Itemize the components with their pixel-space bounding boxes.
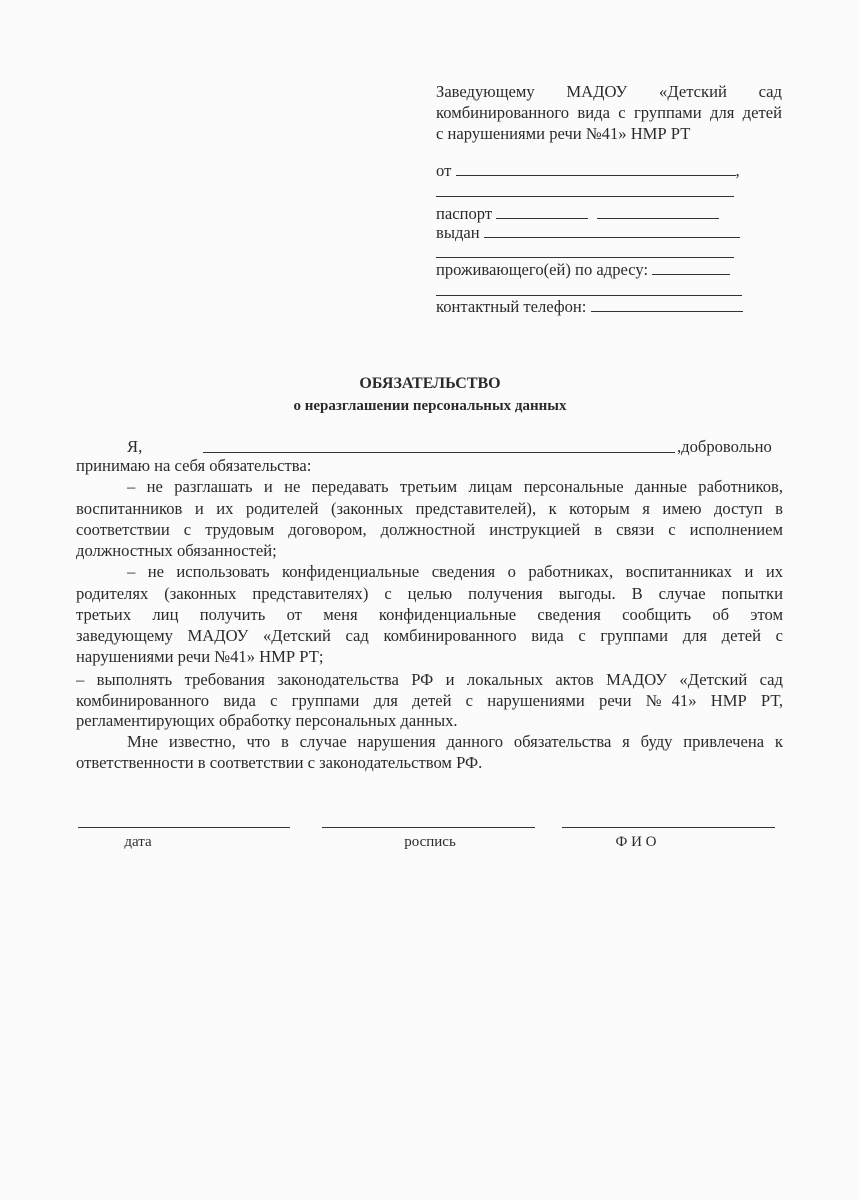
phone-blank[interactable] — [591, 297, 743, 312]
body-line: воспитанников и их родителей (законных представителей), к которым я имею доступ в — [76, 499, 783, 518]
intro-end: ,добровольно — [677, 437, 772, 456]
from-blank[interactable] — [456, 161, 736, 176]
address-blank[interactable] — [652, 260, 730, 275]
body-line: третьих лиц получить от меня конфиденциальные сведения сообщить об этом — [76, 605, 783, 624]
addressee-line: с нарушениями речи №41» НМР РТ — [436, 124, 691, 143]
body-line: заведующему МАДОУ «Детский сад комбинированного вида с группами для детей с — [76, 626, 783, 645]
from-blank-line-2[interactable] — [436, 196, 734, 197]
issued-blank-line-2[interactable] — [436, 257, 734, 258]
body-line: соответствии с трудовым договором, должностной инструкцией в связи с исполнением — [76, 520, 783, 539]
issued-field[interactable] — [436, 223, 740, 243]
passport-field[interactable] — [436, 204, 719, 224]
document-subtitle: о неразглашении персональных данных — [293, 398, 567, 414]
issued-label: выдан — [436, 223, 480, 242]
issued-blank[interactable] — [484, 223, 740, 238]
body-line: – не разглашать и не передавать третьим лицам персональные данные работников, — [127, 477, 783, 496]
body-line: должностных обязанностей; — [76, 541, 277, 560]
passport-number-blank[interactable] — [597, 204, 719, 219]
body-line: – не использовать конфиденциальные сведения о работниках, воспитанниках и их — [127, 562, 783, 581]
intro-pronoun: Я, — [127, 437, 143, 456]
body-line: родителях (законных представителях) с целью получения выгоды. В случае попытки — [76, 584, 783, 603]
from-label: от — [436, 161, 452, 180]
body-line: комбинированного вида с группами для детей с нарушениями речи №41» НМР РТ, — [76, 691, 783, 710]
body-line: – выполнять требования законодательства РФ и локальных актов МАДОУ «Детский сад — [76, 670, 783, 689]
date-label: дата — [124, 834, 152, 850]
signature-blank[interactable] — [322, 827, 535, 828]
addressee-line: Заведующему МАДОУ «Детский сад — [436, 82, 782, 101]
address-field[interactable] — [436, 260, 730, 280]
address-blank-line-2[interactable] — [436, 295, 742, 296]
from-field[interactable] — [436, 161, 740, 181]
full-name-blank[interactable] — [203, 452, 675, 453]
phone-field[interactable] — [436, 297, 743, 317]
address-label: проживающего(ей) по адресу: — [436, 260, 649, 279]
from-comma: , — [735, 161, 740, 180]
document-title: ОБЯЗАТЕЛЬСТВО — [359, 375, 501, 392]
body-line: Мне известно, что в случае нарушения данного обязательства я буду привлечена к — [127, 732, 783, 751]
body-line: нарушениями речи №41» НМР РТ; — [76, 647, 324, 666]
body-line: регламентирующих обработку персональных данных. — [76, 711, 458, 730]
body-line: ответственности в соответствии с законодательством РФ. — [76, 753, 483, 772]
name-label: Ф И О — [615, 834, 657, 850]
date-blank[interactable] — [78, 827, 290, 828]
addressee-line: комбинированного вида с группами для детей — [436, 103, 782, 122]
full-name-signature-blank[interactable] — [562, 827, 775, 828]
passport-series-blank[interactable] — [496, 204, 588, 219]
body-line: принимаю на себя обязательства: — [76, 456, 312, 475]
phone-label: контактный телефон: — [436, 297, 587, 316]
passport-label: паспорт — [436, 204, 493, 223]
signature-label: роспись — [404, 834, 456, 850]
